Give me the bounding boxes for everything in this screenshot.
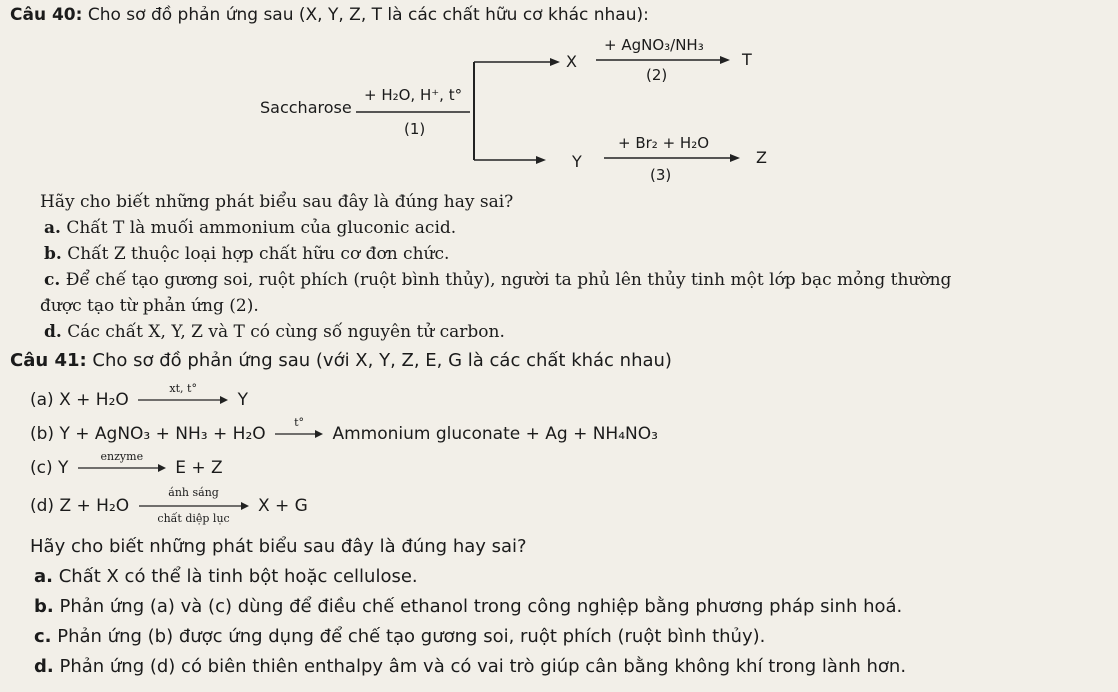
q41-header — [10, 350, 672, 371]
q40-intro: Cho sơ đồ phản ứng sau (X, Y, Z, T là các chất hữu cơ khác nhau): — [87, 5, 649, 25]
reaction-b-arrow: t° — [275, 428, 323, 440]
diagram-z: Z — [756, 148, 767, 167]
diagram-r1-number: (1) — [404, 120, 426, 138]
q41-heading: Câu 41: — [10, 350, 87, 371]
diagram-x: X — [566, 52, 577, 71]
q41-option-b: b. Phản ứng (a) và (c) dùng để điều chế ethanol trong công nghiệp bằng phương pháp sinh hoá. — [34, 596, 903, 617]
diagram-r3-number: (3) — [650, 166, 672, 184]
reaction-c-arrow: enzyme — [78, 462, 166, 474]
diagram-r3-conditions: + Br₂ + H₂O — [618, 134, 710, 152]
diagram-r2-number: (2) — [646, 66, 668, 84]
diagram-r2-conditions: + AgNO₃/NH₃ — [604, 36, 704, 54]
diagram-lines — [0, 0, 1118, 200]
q41-intro: Cho sơ đồ phản ứng sau (với X, Y, Z, E, G là các chất khác nhau) — [92, 350, 672, 371]
q40-question: Hãy cho biết những phát biểu sau đây là đúng hay sai? — [40, 192, 514, 212]
q40-option-b: b. Chất Z thuộc loại hợp chất hữu cơ đơn chức. — [44, 244, 450, 264]
q40-option-c-continued: được tạo từ phản ứng (2). — [40, 296, 259, 316]
reaction-c: (c) Y enzyme E + Z — [30, 450, 223, 478]
diagram-y: Y — [572, 152, 582, 171]
reaction-d-arrow: ánh sáng chất diệp lục — [139, 500, 249, 512]
q41-question: Hãy cho biết những phát biểu sau đây là đúng hay sai? — [30, 536, 527, 557]
reaction-a-arrow: xt, t° — [138, 394, 228, 406]
q40-option-d: d. Các chất X, Y, Z và T có cùng số nguyên tử carbon. — [44, 322, 505, 342]
reaction-a: (a) X + H₂O xt, t° Y — [30, 382, 248, 410]
q41-option-a: a. Chất X có thể là tinh bột hoặc cellulose. — [34, 566, 418, 587]
q40-heading: Câu 40: — [10, 5, 83, 25]
q41-option-d: d. Phản ứng (d) có biên thiên enthalpy âm và có vai trò giúp cân bằng không khí trong lành hơn. — [34, 656, 907, 677]
diagram-r1-conditions: + H₂O, H⁺, t° — [364, 86, 463, 104]
q40-option-c: c. Để chế tạo gương soi, ruột phích (ruột bình thủy), người ta phủ lên thủy tinh một lớp bạc mỏng thường — [44, 270, 952, 290]
reaction-b: (b) Y + AgNO₃ + NH₃ + H₂O t° Ammonium gluconate + Ag + NH₄NO₃ — [30, 416, 658, 444]
q40-option-a: a. Chất T là muối ammonium của gluconic acid. — [44, 218, 457, 238]
diagram-t: T — [742, 50, 752, 69]
diagram-saccharose: Saccharose — [260, 98, 352, 117]
reaction-d: (d) Z + H₂O ánh sáng chất diệp lục X + G — [30, 486, 308, 525]
q41-option-c: c. Phản ứng (b) được ứng dụng để chế tạo gương soi, ruột phích (ruột bình thủy). — [34, 626, 766, 647]
